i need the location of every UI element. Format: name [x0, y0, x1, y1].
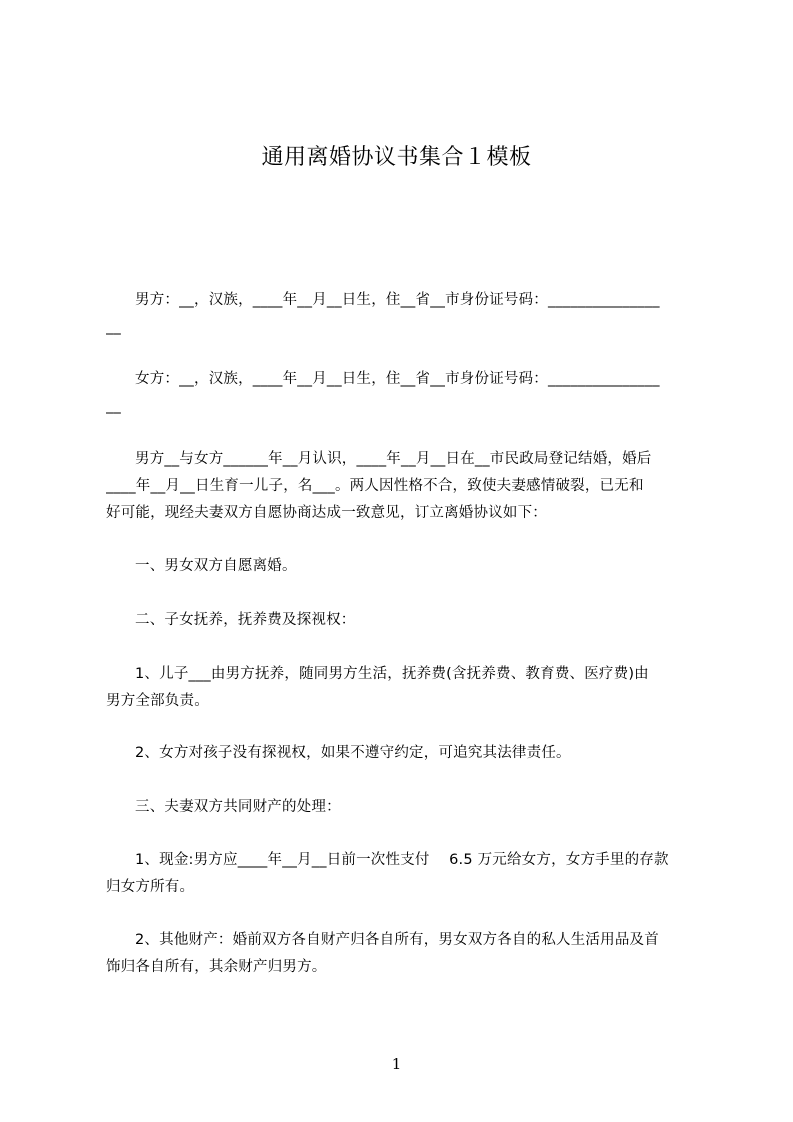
section-heading-joint-property [106, 794, 702, 821]
paragraph-line: 三、夫妻双方共同财产的处理： [135, 799, 341, 815]
paragraph-line: 饰归各自所有，其余财产归男方。 [106, 959, 327, 975]
clause-cash [106, 847, 702, 901]
clause-visitation-rights [106, 740, 702, 767]
paragraph-line: 归女方所有。 [106, 879, 195, 895]
paragraph-marriage-background [106, 446, 702, 527]
paragraph-line: 女方：__，汉族，____年__月__日生，住__省__市身份证号码：_______________ [135, 371, 660, 387]
paragraph-line: 一、男女双方自愿离婚。 [135, 558, 297, 574]
paragraph-wife-info [106, 366, 702, 420]
paragraph-line: 2、女方对孩子没有探视权，如果不遵守约定，可追究其法律责任。 [135, 745, 571, 761]
page-number: 1 [391, 1055, 402, 1073]
document-title: 通用离婚协议书集合１模板 [261, 145, 532, 170]
paragraph-line: 好可能，现经夫妻双方自愿协商达成一致意见，订立离婚协议如下： [106, 505, 547, 521]
paragraph-line: 男方：__，汉族，____年__月__日生，住__省__市身份证号码：_______________ [135, 292, 660, 308]
paragraph-line: 男方__与女方______年__月认识，____年__月__日在__市民政局登记结婚，婚后 [135, 451, 652, 467]
section-heading-child-custody [106, 607, 702, 634]
paragraph-line: 2、其他财产：婚前双方各自财产归各自所有，男女双方各自的私人生活用品及首 [135, 932, 659, 948]
paragraph-line: 二、子女抚养，抚养费及探视权： [135, 612, 356, 628]
section-heading-voluntary-divorce [106, 553, 702, 580]
paragraph-husband-info [106, 287, 702, 341]
paragraph-line: 1、现金:男方应____年__月__日前一次性支付 6.5 万元给女方，女方手里的存款 [135, 852, 669, 868]
paragraph-line: __ [106, 319, 121, 335]
paragraph-line: __ [106, 398, 121, 414]
paragraph-line: 男方全部负责。 [106, 693, 209, 709]
clause-other-property [106, 927, 702, 981]
paragraph-line: 1、儿子___由男方抚养，随同男方生活，抚养费(含抚养费、教育费、医疗费)由 [135, 666, 649, 682]
clause-child-support [106, 661, 702, 715]
paragraph-line: ____年__月__日生育一儿子，名___。两人因性格不合，致使夫妻感情破裂，已无和 [106, 478, 644, 494]
